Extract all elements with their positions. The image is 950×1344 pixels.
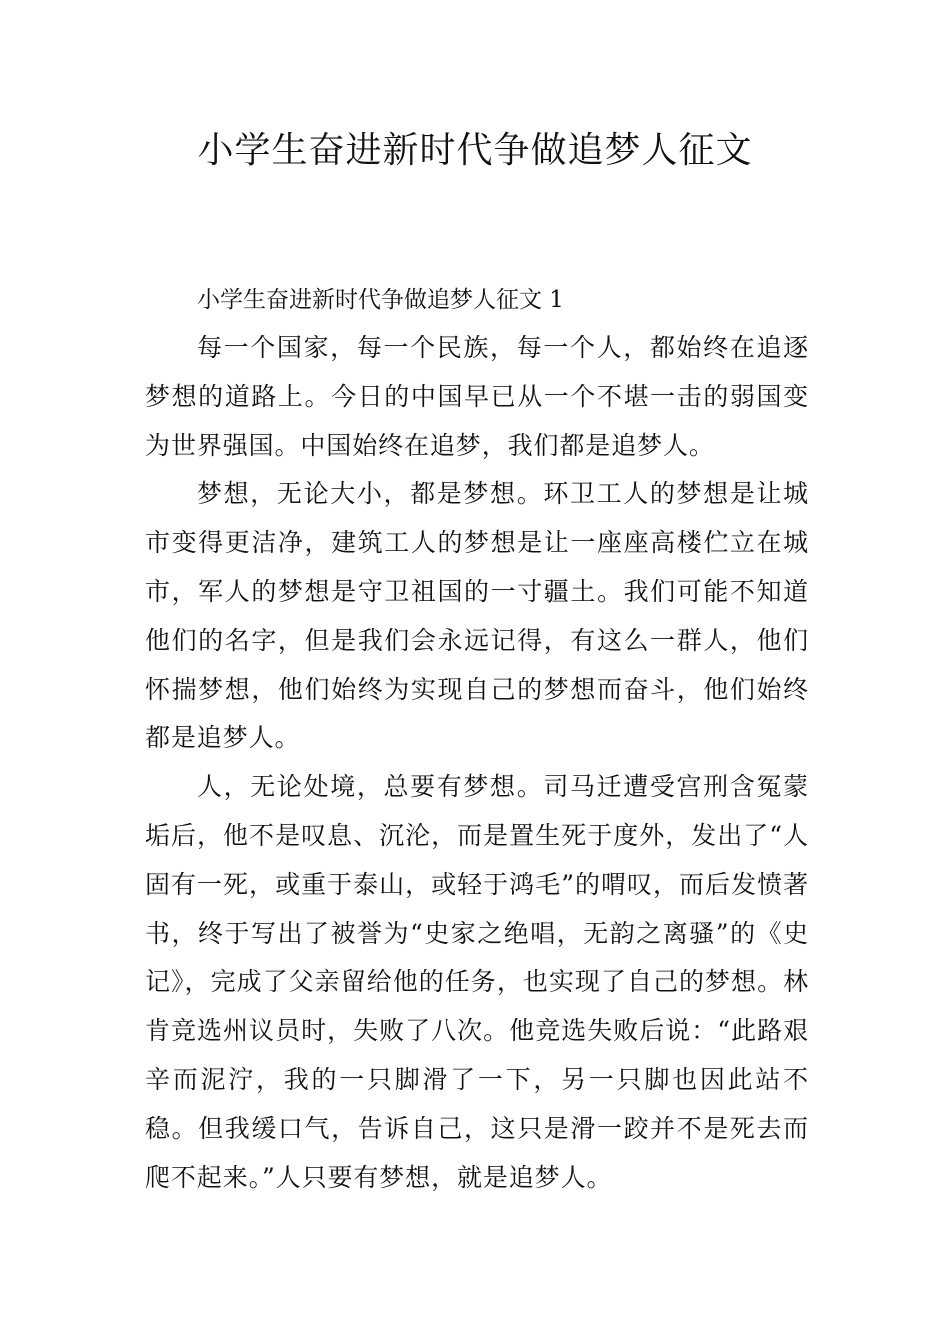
paragraph-1: 每一个国家，每一个民族，每一个人，都始终在追逐梦想的道路上。今日的中国早已从一个不堪一击的弱国变为世界强国。中国始终在追梦，我们都是追梦人。 xyxy=(145,333,809,460)
section-heading: 小学生奋进新时代争做追梦人征文 1 xyxy=(197,287,564,313)
paragraph-2: 梦想，无论大小，都是梦想。环卫工人的梦想是让城市变得更洁净，建筑工人的梦想是让一座座高楼伫立在城市，军人的梦想是守卫祖国的一寸疆土。我们可能不知道他们的名字，但是我们会永远记得，有这么一群人，他们怀揣梦想，他们始终为实现自己的梦想而奋斗，他们始终都是追梦人。 xyxy=(145,479,809,753)
paragraph-3: 人，无论处境，总要有梦想。司马迁遭受宫刑含冤蒙垢后，他不是叹息、沉沦，而是置生死于度外，发出了“人固有一死，或重于泰山，或轻于鸿毛”的喟叹，而后发愤著书，终于写出了被誉为“史家之绝唱，无韵之离骚”的《史记》，完成了父亲留给他的任务，也实现了自己的梦想。林肯竞选州议员时，失败了八次。他竞选失败后说：“此路艰辛而泥泞，我的一只脚滑了一下，另一只脚也因此站不稳。但我缓口气，告诉自己，这只是滑一跤并不是死去而爬不起来。”人只要有梦想，就是追梦人。 xyxy=(145,772,809,1192)
document-title: 小学生奋进新时代争做追梦人征文 xyxy=(197,130,753,171)
document-body xyxy=(145,276,809,1202)
